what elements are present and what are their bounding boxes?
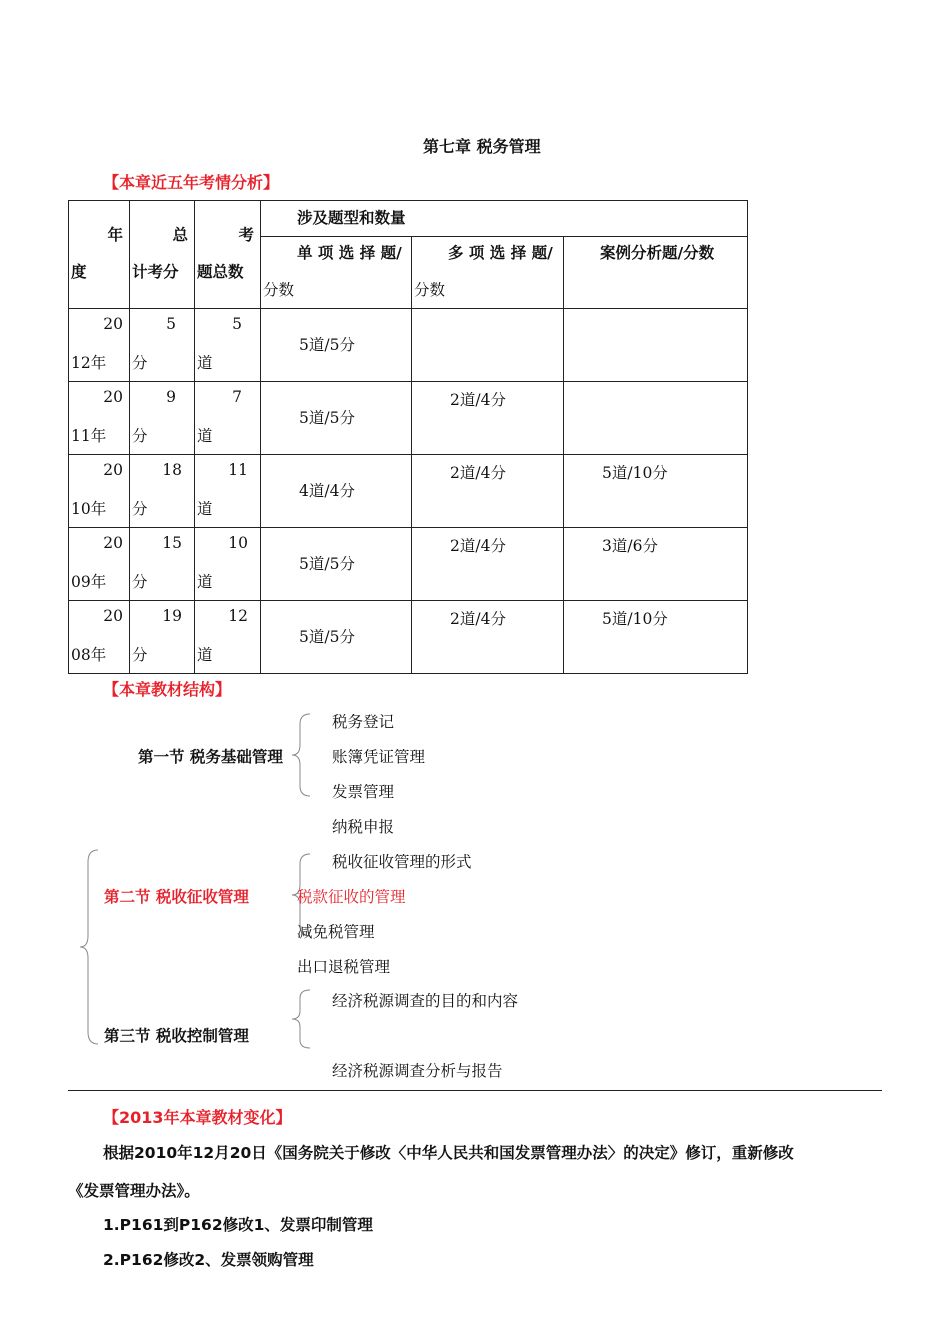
divider bbox=[68, 1090, 882, 1091]
sec1-item: 发票管理 bbox=[332, 783, 395, 801]
table-row: 20 11年 9 分 7 道 5道/5分 2道/4分 bbox=[69, 382, 748, 455]
exam-stats-table bbox=[68, 200, 748, 674]
sec2-item: 税款征收的管理 bbox=[297, 888, 406, 906]
brace-icon bbox=[290, 988, 314, 1050]
header-total-score: 总 计考分 bbox=[130, 201, 195, 309]
changes-paragraph-line-1: 根据2010年12月20日《国务院关于修改〈中华人民共和国发票管理办法〉的决定》修订，重新修改 bbox=[103, 1144, 794, 1162]
header-total-questions: 考 题总数 bbox=[195, 201, 261, 309]
header-case-analysis: 案例分析题/分数 bbox=[564, 237, 748, 309]
header-multi-choice: 多 项 选 择 题/ 分数 bbox=[412, 237, 564, 309]
sec1-item: 纳税申报 bbox=[332, 818, 395, 836]
sec2-item: 减免税管理 bbox=[297, 923, 375, 941]
section-2-label: 第二节 税收征收管理 bbox=[104, 888, 249, 906]
brace-icon bbox=[290, 712, 314, 798]
header-year: 年 度 bbox=[69, 201, 130, 309]
exam-analysis-heading: 【本章近五年考情分析】 bbox=[103, 173, 280, 192]
sec3-item: 经济税源调查的目的和内容 bbox=[332, 992, 519, 1010]
changes-heading: 【2013年本章教材变化】 bbox=[103, 1108, 292, 1127]
change-item: 2.P162修改2、发票领购管理 bbox=[103, 1251, 314, 1269]
sec2-item: 税收征收管理的形式 bbox=[332, 853, 472, 871]
header-single-choice: 单 项 选 择 题/ 分数 bbox=[261, 237, 412, 309]
chapter-title: 第七章 税务管理 bbox=[423, 137, 541, 156]
table-row: 20 12年 5 分 5 道 5道/5分 bbox=[69, 309, 748, 382]
table-row: 20 09年 15 分 10 道 5道/5分 2道/4分 3道/6分 bbox=[69, 528, 748, 601]
brace-icon bbox=[78, 848, 102, 1046]
sec2-item: 出口退税管理 bbox=[297, 958, 391, 976]
structure-heading: 【本章教材结构】 bbox=[103, 680, 232, 699]
table-row: 20 08年 19 分 12 道 5道/5分 2道/4分 5道/10分 bbox=[69, 601, 748, 674]
sec3-item: 经济税源调查分析与报告 bbox=[332, 1062, 503, 1080]
section-3-label: 第三节 税收控制管理 bbox=[104, 1027, 249, 1045]
table-row: 20 10年 18 分 11 道 4道/4分 2道/4分 5道/10分 bbox=[69, 455, 748, 528]
sec1-item: 账簿凭证管理 bbox=[332, 748, 426, 766]
table-header-row bbox=[69, 201, 748, 237]
change-item: 1.P161到P162修改1、发票印制管理 bbox=[103, 1216, 373, 1234]
changes-paragraph-line-2: 《发票管理办法》。 bbox=[68, 1182, 200, 1200]
section-1-label: 第一节 税务基础管理 bbox=[138, 748, 283, 766]
header-question-types: 涉及题型和数量 bbox=[261, 201, 748, 237]
sec1-item: 税务登记 bbox=[332, 713, 395, 731]
